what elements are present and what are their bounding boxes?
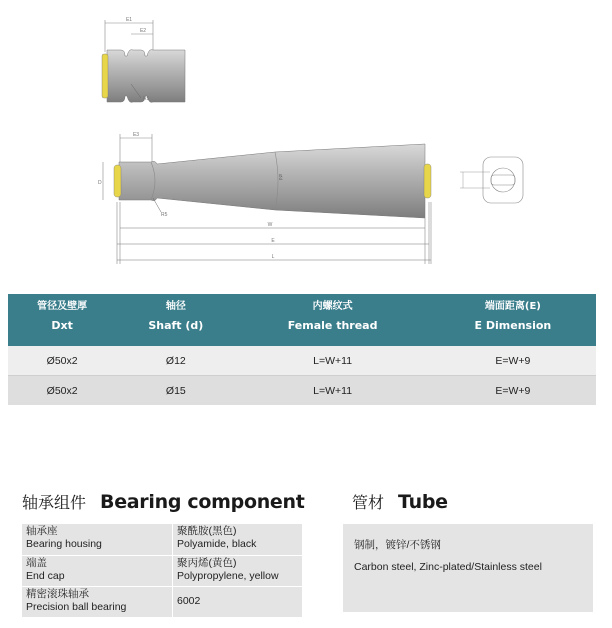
roller-main-view	[98, 132, 431, 264]
cell-shaft: Ø12	[116, 346, 235, 376]
bearing-row	[22, 586, 302, 617]
table-row	[8, 346, 596, 376]
cell-dxt: Ø50x2	[8, 346, 116, 376]
bearing-material: 6002	[173, 586, 303, 617]
bearing-section-title: 轴承组件 Bearing component	[22, 491, 305, 513]
bearing-material: 聚丙烯(黄色) Polypropylene, yellow	[173, 555, 303, 586]
roller-drawing	[95, 12, 535, 270]
spec-table-header	[8, 294, 596, 346]
bearing-row	[22, 555, 302, 586]
bearing-part: 精密滚珠轴承 Precision ball bearing	[22, 586, 173, 617]
bearing-table	[22, 524, 302, 618]
dim-e2: E2	[139, 28, 147, 34]
header-shaft: 轴径 Shaft (d)	[116, 294, 235, 346]
detail-view-end	[102, 17, 185, 102]
end-section-view	[460, 157, 523, 203]
tube-material-zh: 钢制，镀锌/不锈钢	[354, 539, 441, 551]
cell-shaft: Ø15	[116, 376, 235, 406]
cell-thread: L=W+11	[235, 346, 429, 376]
dim-r5-top: R5	[143, 96, 150, 102]
cell-e: E=W+9	[430, 346, 596, 376]
dim-d: D	[98, 180, 102, 186]
cell-thread: L=W+11	[235, 376, 429, 406]
dim-w: W	[267, 222, 273, 228]
header-female-thread: 内螺纹式 Female thread	[235, 294, 429, 346]
cell-e: E=W+9	[430, 376, 596, 406]
bearing-material: 聚酰胺(黑色) Polyamide, black	[173, 524, 303, 555]
dim-e1-top: E1	[125, 17, 133, 23]
header-e-dimension: 端面距离(E) E Dimension	[430, 294, 596, 346]
dim-r5: R5	[161, 212, 168, 218]
dim-e3: E3	[132, 132, 140, 138]
dim-l: L	[271, 254, 275, 260]
dim-e: E	[271, 238, 275, 244]
tube-material-box	[343, 524, 593, 612]
header-dxt: 管径及壁厚 Dxt	[8, 294, 116, 346]
bearing-part: 轴承座 Bearing housing	[22, 524, 173, 555]
table-row	[8, 376, 596, 406]
tube-section-title: 管材 Tube	[352, 491, 448, 513]
bearing-part: 端盖 End cap	[22, 555, 173, 586]
spec-table	[8, 294, 596, 405]
cell-dxt: Ø50x2	[8, 376, 116, 406]
bearing-row	[22, 524, 302, 555]
dim-d-taper: Ød	[278, 174, 283, 181]
tube-material-en: Carbon steel, Zinc-plated/Stainless steel	[354, 561, 542, 573]
